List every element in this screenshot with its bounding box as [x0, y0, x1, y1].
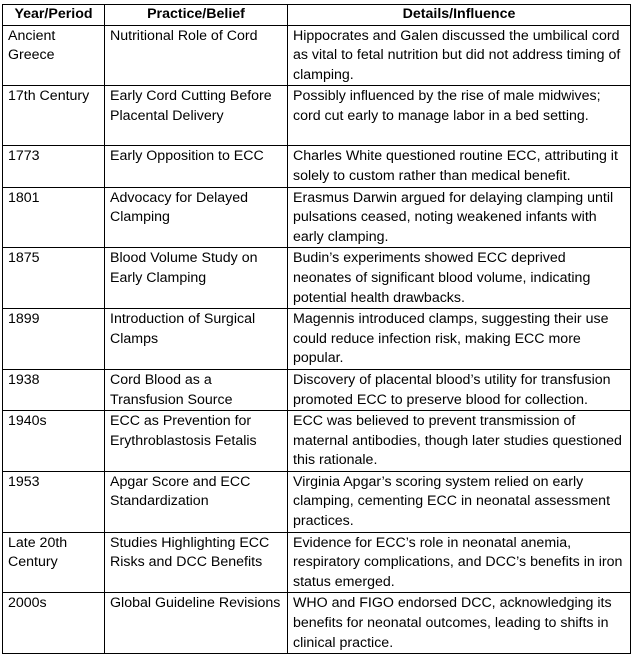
cell-practice: Studies Highlighting ECC Risks and DCC Benefits	[105, 532, 288, 593]
header-details-influence: Details/Influence	[288, 5, 631, 26]
cell-year: Late 20th Century	[3, 532, 105, 593]
table-row	[3, 146, 631, 187]
cell-practice: Apgar Score and ECC Standardization	[105, 471, 288, 532]
cell-year: 1801	[3, 187, 105, 248]
table-row	[3, 309, 631, 370]
cell-details: ECC was believed to prevent transmission of maternal antibodies, though later studies questioned this rationale.	[288, 411, 631, 472]
table-row	[3, 532, 631, 593]
table-header-row	[3, 5, 631, 26]
cell-year: 1875	[3, 248, 105, 309]
cell-practice: ECC as Prevention for Erythroblastosis Fetalis	[105, 411, 288, 472]
table-row	[3, 86, 631, 146]
table-row	[3, 248, 631, 309]
history-table	[2, 4, 631, 654]
cell-details: Charles White questioned routine ECC, attributing it solely to custom rather than medical benefit.	[288, 146, 631, 187]
cell-year: Ancient Greece	[3, 25, 105, 86]
cell-practice: Blood Volume Study on Early Clamping	[105, 248, 288, 309]
table-row	[3, 187, 631, 248]
cell-details: Hippocrates and Galen discussed the umbilical cord as vital to fetal nutrition but did not address timing of clamping.	[288, 25, 631, 86]
cell-year: 1938	[3, 369, 105, 410]
cell-practice: Early Cord Cutting Before Placental Delivery	[105, 86, 288, 146]
table-row	[3, 411, 631, 472]
cell-year: 1940s	[3, 411, 105, 472]
cell-practice: Global Guideline Revisions	[105, 593, 288, 654]
table-row	[3, 369, 631, 410]
table-row	[3, 471, 631, 532]
cell-year: 2000s	[3, 593, 105, 654]
cell-details: WHO and FIGO endorsed DCC, acknowledging its benefits for neonatal outcomes, leading to shifts in clinical practice.	[288, 593, 631, 654]
cell-practice: Early Opposition to ECC	[105, 146, 288, 187]
cell-details: Budin’s experiments showed ECC deprived neonates of significant blood volume, indicating potential health drawbacks.	[288, 248, 631, 309]
cell-year: 1773	[3, 146, 105, 187]
cell-details: Discovery of placental blood’s utility for transfusion promoted ECC to preserve blood for collection.	[288, 369, 631, 410]
table-row	[3, 25, 631, 86]
cell-practice: Cord Blood as a Transfusion Source	[105, 369, 288, 410]
cell-details: Virginia Apgar’s scoring system relied on early clamping, cementing ECC in neonatal assessment practices.	[288, 471, 631, 532]
cell-practice: Advocacy for Delayed Clamping	[105, 187, 288, 248]
table-row	[3, 593, 631, 654]
header-practice-belief: Practice/Belief	[105, 5, 288, 26]
cell-practice: Nutritional Role of Cord	[105, 25, 288, 86]
cell-details: Erasmus Darwin argued for delaying clamping until pulsations ceased, noting weakened infants with early clamping.	[288, 187, 631, 248]
header-year-period: Year/Period	[3, 5, 105, 26]
cell-details: Evidence for ECC’s role in neonatal anemia, respiratory complications, and DCC’s benefits in iron status emerged.	[288, 532, 631, 593]
cell-year: 17th Century	[3, 86, 105, 146]
cell-practice: Introduction of Surgical Clamps	[105, 309, 288, 370]
cell-year: 1899	[3, 309, 105, 370]
cell-details: Magennis introduced clamps, suggesting their use could reduce infection risk, making ECC more popular.	[288, 309, 631, 370]
history-table-container	[2, 4, 630, 654]
cell-details: Possibly influenced by the rise of male midwives; cord cut early to manage labor in a bed setting.	[288, 86, 631, 146]
cell-year: 1953	[3, 471, 105, 532]
